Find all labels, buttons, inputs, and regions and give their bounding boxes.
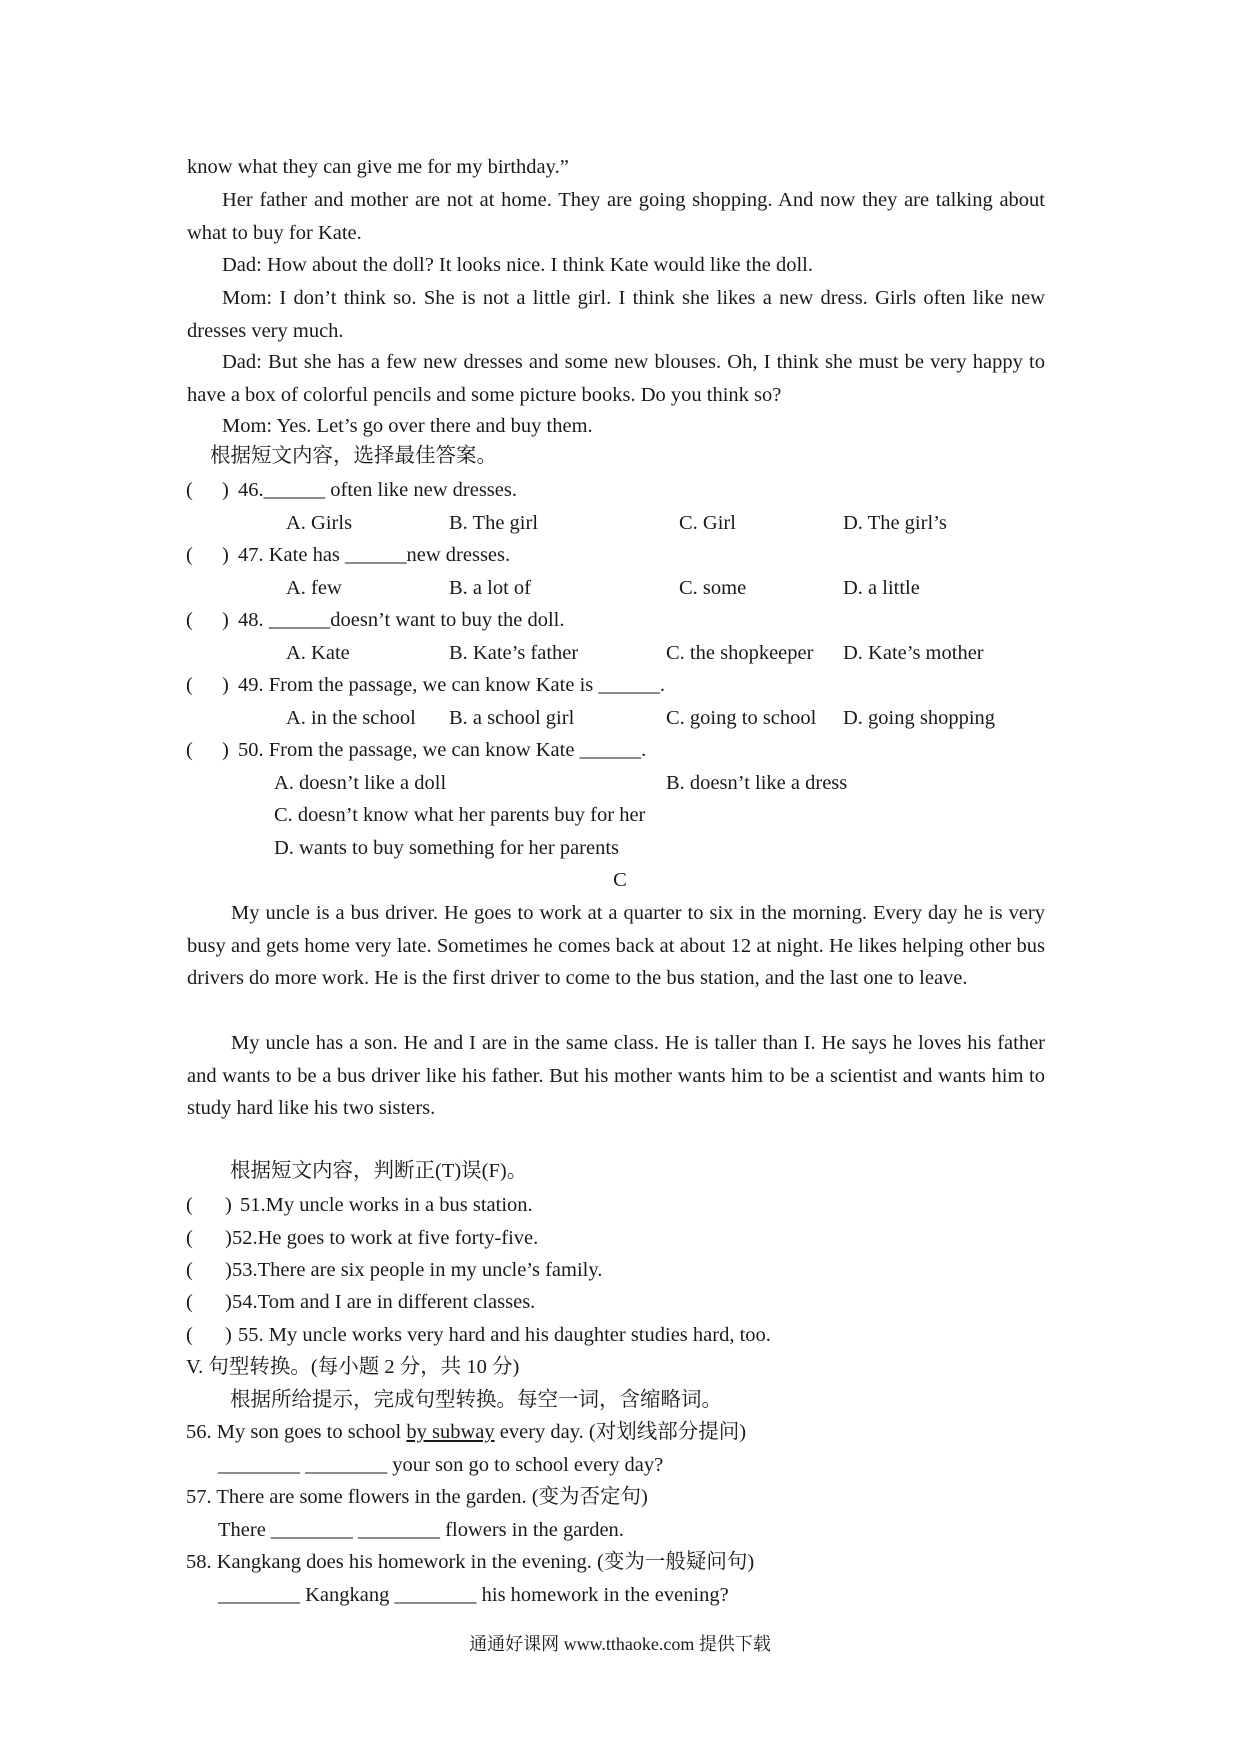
answer-paren-close: ): [225, 1194, 232, 1216]
section-heading: V. 句型转换。(每小题 2 分，共 10 分): [186, 1356, 520, 1378]
answer-paren-open: (: [186, 1194, 193, 1216]
footer-watermark: 通通好课网 www.tthaoke.com 提供下载: [469, 1634, 771, 1654]
answer-paren-open: (: [186, 1291, 193, 1313]
question-56: 56. My son goes to school by subway every day. (对划线部分提问): [186, 1421, 747, 1443]
option: C. Girl: [679, 512, 736, 534]
option: C. some: [679, 577, 747, 599]
section-instruction: 根据所给提示，完成句型转换。每空一词，含缩略词。: [230, 1389, 722, 1411]
passage-line: know what they can give me for my birthday.”: [187, 156, 569, 178]
option: B. Kate’s father: [449, 642, 579, 664]
option: D. a little: [843, 577, 920, 599]
dialogue-line: Dad: But she has a few new dresses and some new blouses. Oh, I think she must be very happy to have a box of colorful pencils and some picture books. Do you think so?: [187, 351, 1045, 406]
option: B. The girl: [449, 512, 539, 534]
passage-paragraph: My uncle has a son. He and I are in the same class. He is taller than I. He says he loves his father and wants to be a bus driver like his father. But his mother wants him to be a scientist and wants him to study hard like his two sisters.: [187, 1032, 1045, 1120]
option: C. going to school: [666, 707, 817, 729]
option: A. Kate: [286, 642, 350, 664]
question-58: 58. Kangkang does his homework in the evening. (变为一般疑问句): [186, 1551, 755, 1573]
section-instruction: 根据短文内容，判断正(T)误(F)。: [230, 1160, 528, 1182]
option: B. a school girl: [449, 707, 575, 729]
question-stem: 50. From the passage, we can know Kate ______.: [238, 739, 647, 761]
option: B. doesn’t like a dress: [666, 772, 848, 794]
answer-paren-close: ): [225, 1259, 232, 1281]
passage-paragraph: My uncle is a bus driver. He goes to work at a quarter to six in the morning. Every day he is very busy and gets home very late. Sometimes he comes back at about 12 at night. He likes helping other bus drivers do more work. He is the first driver to come to the bus station, and the last one to leave.: [187, 902, 1045, 990]
answer-paren-open: (: [186, 1227, 193, 1249]
answer-line: There ________ ________ flowers in the garden.: [218, 1519, 624, 1541]
answer-paren-close: ): [222, 674, 229, 696]
question-stem: 47. Kate has ______new dresses.: [238, 544, 511, 566]
option: A. in the school: [286, 707, 416, 729]
option: D. The girl’s: [843, 512, 947, 534]
answer-paren-open: (: [186, 1324, 193, 1346]
dialogue-line: Mom: I don’t think so. She is not a little girl. I think she likes a new dress. Girls often like new dresses very much.: [187, 287, 1045, 342]
answer-line: ________ Kangkang ________ his homework in the evening?: [218, 1584, 729, 1606]
section-label: C: [613, 869, 627, 891]
option: D. Kate’s mother: [843, 642, 984, 664]
question-stem: 46.______ often like new dresses.: [238, 479, 517, 501]
question-stem: 55. My uncle works very hard and his daughter studies hard, too.: [238, 1324, 771, 1346]
question-stem: 51.My uncle works in a bus station.: [240, 1194, 533, 1216]
question-stem: 54.Tom and I are in different classes.: [232, 1291, 536, 1313]
answer-paren-close: ): [222, 739, 229, 761]
answer-paren-open: (: [186, 1259, 193, 1281]
question-stem: 48. ______doesn’t want to buy the doll.: [238, 609, 565, 631]
dialogue-line: Dad: How about the doll? It looks nice. I think Kate would like the doll.: [222, 254, 813, 276]
section-instruction: 根据短文内容，选择最佳答案。: [210, 445, 497, 467]
answer-line: ________ ________ your son go to school every day?: [218, 1454, 664, 1476]
question-stem: 49. From the passage, we can know Kate is ______.: [238, 674, 665, 696]
option: B. a lot of: [449, 577, 531, 599]
option: C. doesn’t know what her parents buy for her: [274, 804, 646, 826]
answer-paren-open: (: [186, 609, 193, 631]
dialogue-line: Mom: Yes. Let’s go over there and buy them.: [222, 415, 593, 437]
question-stem: 53.There are six people in my uncle’s family.: [232, 1259, 603, 1281]
question-57: 57. There are some flowers in the garden. (变为否定句): [186, 1486, 648, 1508]
answer-paren-close: ): [225, 1227, 232, 1249]
underlined-phrase: by subway: [406, 1421, 495, 1443]
answer-paren-open: (: [186, 674, 193, 696]
answer-paren-open: (: [186, 544, 193, 566]
answer-paren-close: ): [222, 479, 229, 501]
answer-paren-close: ): [222, 609, 229, 631]
answer-paren-close: ): [225, 1291, 232, 1313]
answer-paren-close: ): [222, 544, 229, 566]
passage-paragraph: Her father and mother are not at home. They are going shopping. And now they are talking about what to buy for Kate.: [187, 189, 1045, 244]
answer-paren-close: ): [225, 1324, 232, 1346]
option: A. doesn’t like a doll: [274, 772, 447, 794]
answer-paren-open: (: [186, 739, 193, 761]
answer-paren-open: (: [186, 479, 193, 501]
option: C. the shopkeeper: [666, 642, 814, 664]
option: A. Girls: [286, 512, 353, 534]
option: D. wants to buy something for her parents: [274, 837, 620, 859]
option: A. few: [286, 577, 342, 599]
option: D. going shopping: [843, 707, 996, 729]
question-stem: 52.He goes to work at five forty-five.: [232, 1227, 539, 1249]
